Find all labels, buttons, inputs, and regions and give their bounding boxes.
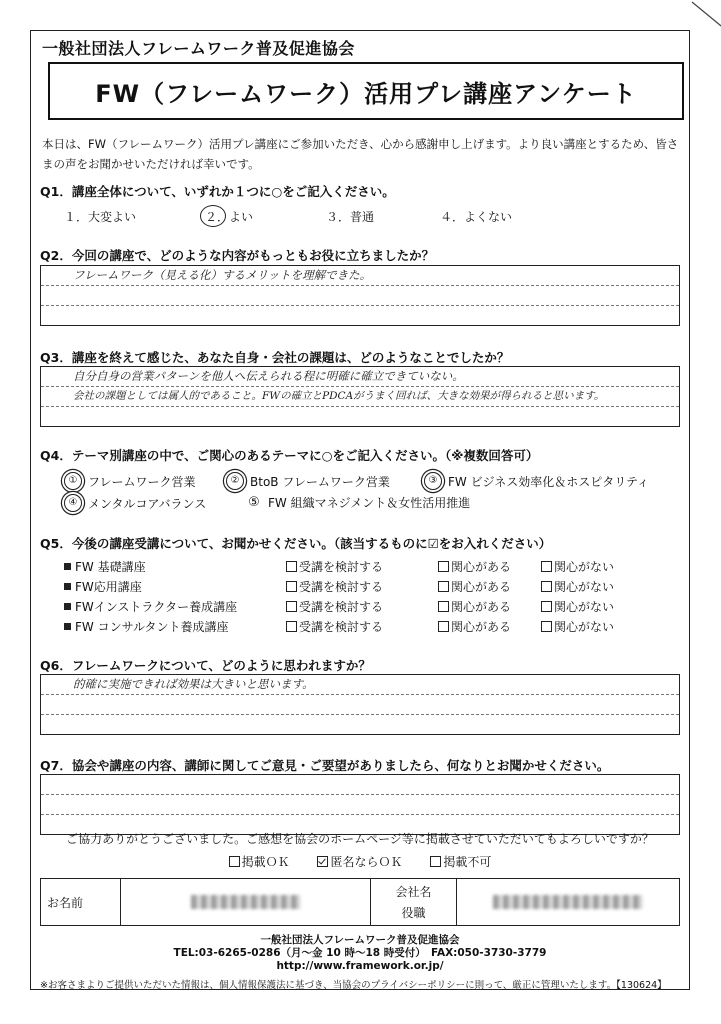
choice-not-interested[interactable]: 関心がない bbox=[541, 576, 614, 596]
checkbox[interactable] bbox=[541, 581, 552, 592]
course-name: FW コンサルタント養成講座 bbox=[64, 616, 286, 636]
q3-label: Q3．講座を終えて感じた、あなた自身・会社の課題は、どのようなことでしたか？ bbox=[40, 350, 510, 365]
q2-answer-line-1: フレームワーク（見える化）するメリットを理解できた。 bbox=[73, 268, 372, 282]
footer-contact: TEL:03-6265-0286（月～金 10 時～18 時受付） FAX:050-3730-3779 bbox=[173, 947, 547, 959]
form-title: FW（フレームワーク）活用プレ講座アンケート bbox=[95, 79, 637, 108]
name-label: お名前 bbox=[41, 879, 121, 925]
checkbox[interactable] bbox=[286, 601, 297, 612]
checkbox[interactable] bbox=[541, 621, 552, 632]
choice-not-interested[interactable]: 関心がない bbox=[541, 556, 614, 576]
q1-option-2[interactable]: ２．よい bbox=[205, 210, 254, 224]
q5-row bbox=[64, 556, 614, 576]
redacted-company bbox=[493, 895, 643, 909]
theme-number-marked: ① bbox=[64, 472, 82, 490]
q4-theme-4[interactable] bbox=[64, 494, 206, 512]
name-field[interactable] bbox=[121, 879, 371, 925]
choice-not-interested[interactable]: 関心がない bbox=[541, 616, 614, 636]
q1-option-1[interactable]: １．大変よい bbox=[64, 210, 137, 224]
choice-interested[interactable]: 関心がある bbox=[438, 616, 541, 636]
q3-answer-box[interactable] bbox=[40, 366, 680, 427]
checkbox[interactable] bbox=[438, 581, 449, 592]
consent-question: ご協力ありがとうございました。ご感想を協会のホームページ等に掲載させていただいてもよろしいですか？ bbox=[66, 832, 654, 846]
choice-interested[interactable]: 関心がある bbox=[438, 576, 541, 596]
choice-consider[interactable]: 受講を検討する bbox=[286, 596, 438, 616]
company-position-labels bbox=[371, 879, 457, 925]
course-name: FW応用講座 bbox=[64, 576, 286, 596]
theme-label: FW 組織マネジメント＆女性活用推進 bbox=[268, 496, 471, 510]
footer-org: 一般社団法人フレームワーク普及促進協会 bbox=[260, 934, 460, 946]
q1-option-4[interactable]: ４．よくない bbox=[440, 210, 513, 224]
bullet-square bbox=[64, 623, 71, 630]
checkbox[interactable] bbox=[438, 601, 449, 612]
checkbox-checked[interactable] bbox=[317, 856, 328, 867]
consent-option-anonymous[interactable]: 匿名ならＯＫ bbox=[317, 855, 402, 869]
theme-number-marked: ② bbox=[226, 472, 244, 490]
choice-consider[interactable]: 受講を検討する bbox=[286, 576, 438, 596]
redacted-name bbox=[191, 895, 301, 909]
theme-label: メンタルコアバランス bbox=[88, 496, 207, 511]
choice-not-interested[interactable]: 関心がない bbox=[541, 596, 614, 616]
checkbox[interactable] bbox=[430, 856, 441, 867]
checkbox[interactable] bbox=[541, 561, 552, 572]
theme-number: ⑤ bbox=[248, 494, 260, 510]
q4-theme-3[interactable] bbox=[424, 472, 649, 490]
q5-table bbox=[64, 556, 614, 636]
q5-label: Q5．今後の講座受講について、お聞かせください。（該当するものに☑をお入れください） bbox=[40, 536, 552, 551]
checkbox[interactable] bbox=[438, 561, 449, 572]
choice-interested[interactable]: 関心がある bbox=[438, 556, 541, 576]
q3-answer-line-1: 自分自身の営業パターンを他人へ伝えられる程に明確に確立できていない。 bbox=[73, 369, 464, 383]
checkbox[interactable] bbox=[541, 601, 552, 612]
choice-interested[interactable]: 関心がある bbox=[438, 596, 541, 616]
footer-url[interactable]: http://www.framework.or.jp/ bbox=[276, 960, 444, 972]
q5-row bbox=[64, 576, 614, 596]
position-label: 役職 bbox=[401, 906, 426, 920]
q4-theme-1[interactable] bbox=[64, 472, 196, 490]
q4-label: Q4．テーマ別講座の中で、ご関心のあるテーマに○をご記入ください。（※複数回答可） bbox=[40, 448, 539, 463]
q1-option-3[interactable]: ３．普通 bbox=[326, 210, 375, 224]
checkbox[interactable] bbox=[286, 621, 297, 632]
company-field[interactable] bbox=[457, 879, 679, 925]
theme-label: BtoB フレームワーク営業 bbox=[250, 474, 390, 489]
checkbox[interactable] bbox=[229, 856, 240, 867]
checkbox[interactable] bbox=[438, 621, 449, 632]
q2-answer-box[interactable] bbox=[40, 265, 680, 326]
company-label: 会社名 bbox=[395, 885, 432, 899]
title-box bbox=[48, 62, 684, 120]
theme-label: FW ビジネス効率化＆ホスピタリティ bbox=[448, 474, 650, 489]
q4-theme-5[interactable] bbox=[246, 494, 470, 511]
consent-option-no[interactable]: 掲載不可 bbox=[430, 855, 491, 869]
q1-label: Q1．講座全体について、いずれか１つに○をご記入ください。 bbox=[40, 184, 395, 199]
intro-text: 本日は、FW（フレームワーク）活用プレ講座にご参加いただき、心から感謝申し上げます。より良い講座とするため、皆さまの声をお聞かせいただければ幸いです。 bbox=[42, 137, 679, 171]
course-name: FW 基礎講座 bbox=[64, 556, 286, 576]
privacy-note: ※お客さまよりご提供いただいた情報は、個人情報保護法に基づき、当協会のプライバシーポリシーに則って、厳正に管理いたします。【130624】 bbox=[40, 980, 667, 991]
consent-options bbox=[40, 853, 680, 870]
theme-label: フレームワーク営業 bbox=[88, 474, 196, 489]
choice-consider[interactable]: 受講を検討する bbox=[286, 556, 438, 576]
bullet-square bbox=[64, 583, 71, 590]
q5-row bbox=[64, 616, 614, 636]
q6-answer-box[interactable] bbox=[40, 674, 680, 735]
q6-answer-line-1: 的確に実施できれば効果は大きいと思います。 bbox=[73, 677, 314, 691]
q3-answer-line-2: 会社の課題としては属人的であること。FWの確立とPDCAがうまく回れば、大きな効果が得られると思います。 bbox=[73, 390, 605, 402]
checkbox[interactable] bbox=[286, 581, 297, 592]
theme-number-marked: ③ bbox=[424, 472, 442, 490]
course-name: FWインストラクター養成講座 bbox=[64, 596, 286, 616]
q7-label: Q7．協会や講座の内容、講師に関してご意見・ご要望がありましたら、何なりとお聞かせください。 bbox=[40, 758, 610, 773]
q6-label: Q6．フレームワークについて、どのように思われますか？ bbox=[40, 658, 371, 673]
q7-answer-box[interactable] bbox=[40, 774, 680, 835]
bullet-square bbox=[64, 563, 71, 570]
organization-name: 一般社団法人フレームワーク普及促進協会 bbox=[42, 39, 355, 58]
corner-fold-line bbox=[690, 0, 721, 40]
choice-consider[interactable]: 受講を検討する bbox=[286, 616, 438, 636]
consent-option-ok[interactable]: 掲載ＯＫ bbox=[229, 855, 290, 869]
checkbox[interactable] bbox=[286, 561, 297, 572]
bullet-square bbox=[64, 603, 71, 610]
q2-label: Q2．今回の講座で、どのような内容がもっともお役に立ちましたか？ bbox=[40, 248, 435, 263]
theme-number-marked: ④ bbox=[64, 494, 82, 512]
q4-theme-2[interactable] bbox=[226, 472, 390, 490]
respondent-table bbox=[40, 878, 680, 926]
q5-row bbox=[64, 596, 614, 616]
